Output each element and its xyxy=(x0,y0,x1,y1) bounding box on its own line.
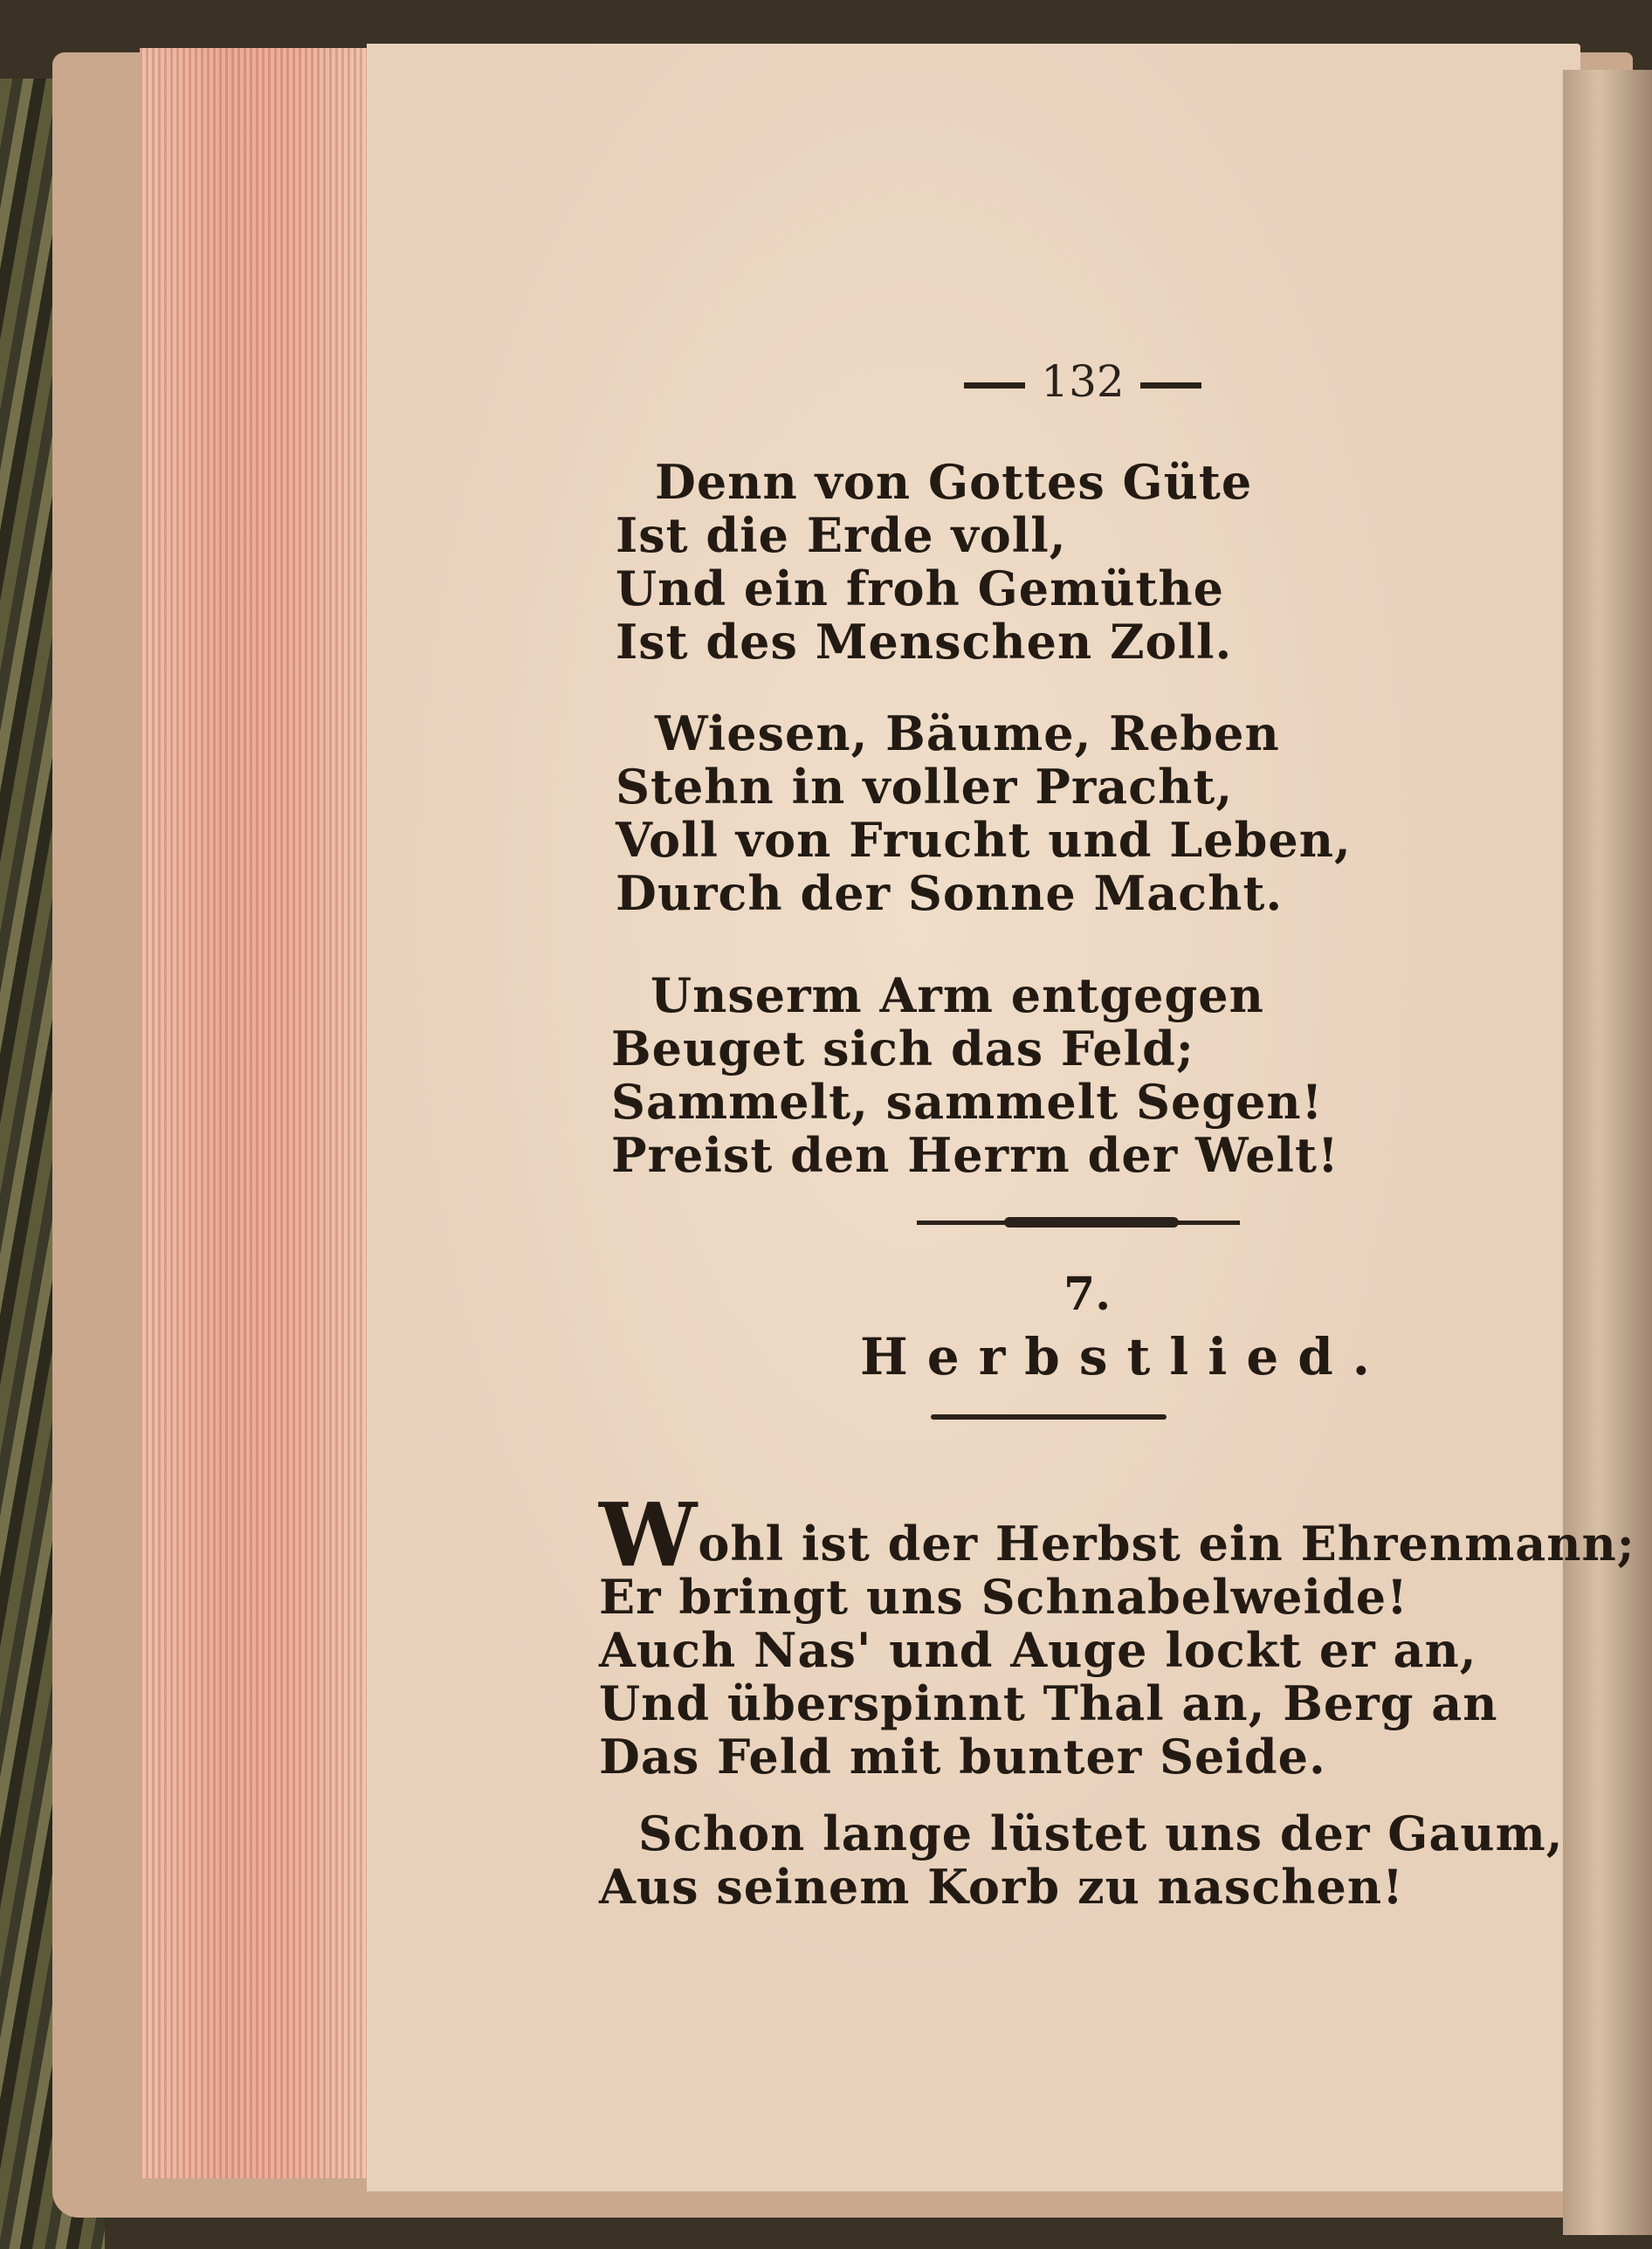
facing-page-edge xyxy=(1563,70,1652,2235)
verse-line-first xyxy=(599,1483,1635,1586)
page-edges xyxy=(140,48,367,2178)
verse-line: Schon lange lüstet uns der Gaum, xyxy=(638,1805,1564,1861)
poem-number: 7. xyxy=(1063,1268,1112,1321)
verse-line: Wiesen, Bäume, Reben xyxy=(655,705,1280,761)
poem-title: Herbstlied. xyxy=(860,1327,1389,1386)
section-divider xyxy=(917,1221,1240,1225)
verse-line: Ist die Erde voll, xyxy=(616,507,1067,563)
stanza-3 xyxy=(611,969,1339,1182)
dash-left xyxy=(964,382,1025,389)
verse-line: Das Feld mit bunter Seide. xyxy=(599,1729,1326,1785)
verse-line: Denn von Gottes Güte xyxy=(655,454,1253,510)
verse-line: Aus seinem Korb zu naschen! xyxy=(599,1859,1404,1915)
verse-line: Sammelt, sammelt Segen! xyxy=(611,1074,1324,1130)
page-number xyxy=(926,356,1240,426)
verse-line-rest: ohl ist der Herbst ein Ehrenmann; xyxy=(698,1516,1635,1572)
verse-line: Und ein froh Gemüthe xyxy=(616,561,1225,616)
stanza-5 xyxy=(599,1807,1564,1914)
verse-line: Beuget sich das Feld; xyxy=(611,1021,1194,1076)
drop-cap: W xyxy=(599,1483,699,1586)
stanza-1 xyxy=(616,456,1252,669)
verse-line: Unserm Arm entgegen xyxy=(650,967,1264,1023)
verse-line: Und überspinnt Thal an, Berg an xyxy=(599,1675,1498,1731)
verse-line: Durch der Sonne Macht. xyxy=(616,865,1284,921)
stanza-2 xyxy=(616,707,1352,920)
verse-line: Auch Nas' und Auge lockt er an, xyxy=(599,1622,1477,1678)
verse-line: Voll von Frucht und Leben, xyxy=(616,812,1352,868)
stanza-4 xyxy=(599,1483,1635,1785)
verse-line: Preist den Herrn der Welt! xyxy=(611,1127,1339,1183)
page-number-value: 132 xyxy=(1041,356,1125,407)
title-rule xyxy=(931,1414,1167,1420)
verse-line: Ist des Menschen Zoll. xyxy=(616,614,1233,670)
verse-line: Stehn in voller Pracht, xyxy=(616,759,1234,815)
verse-line: Er bringt uns Schnabelweide! xyxy=(599,1569,1408,1625)
dash-right xyxy=(1140,382,1201,389)
